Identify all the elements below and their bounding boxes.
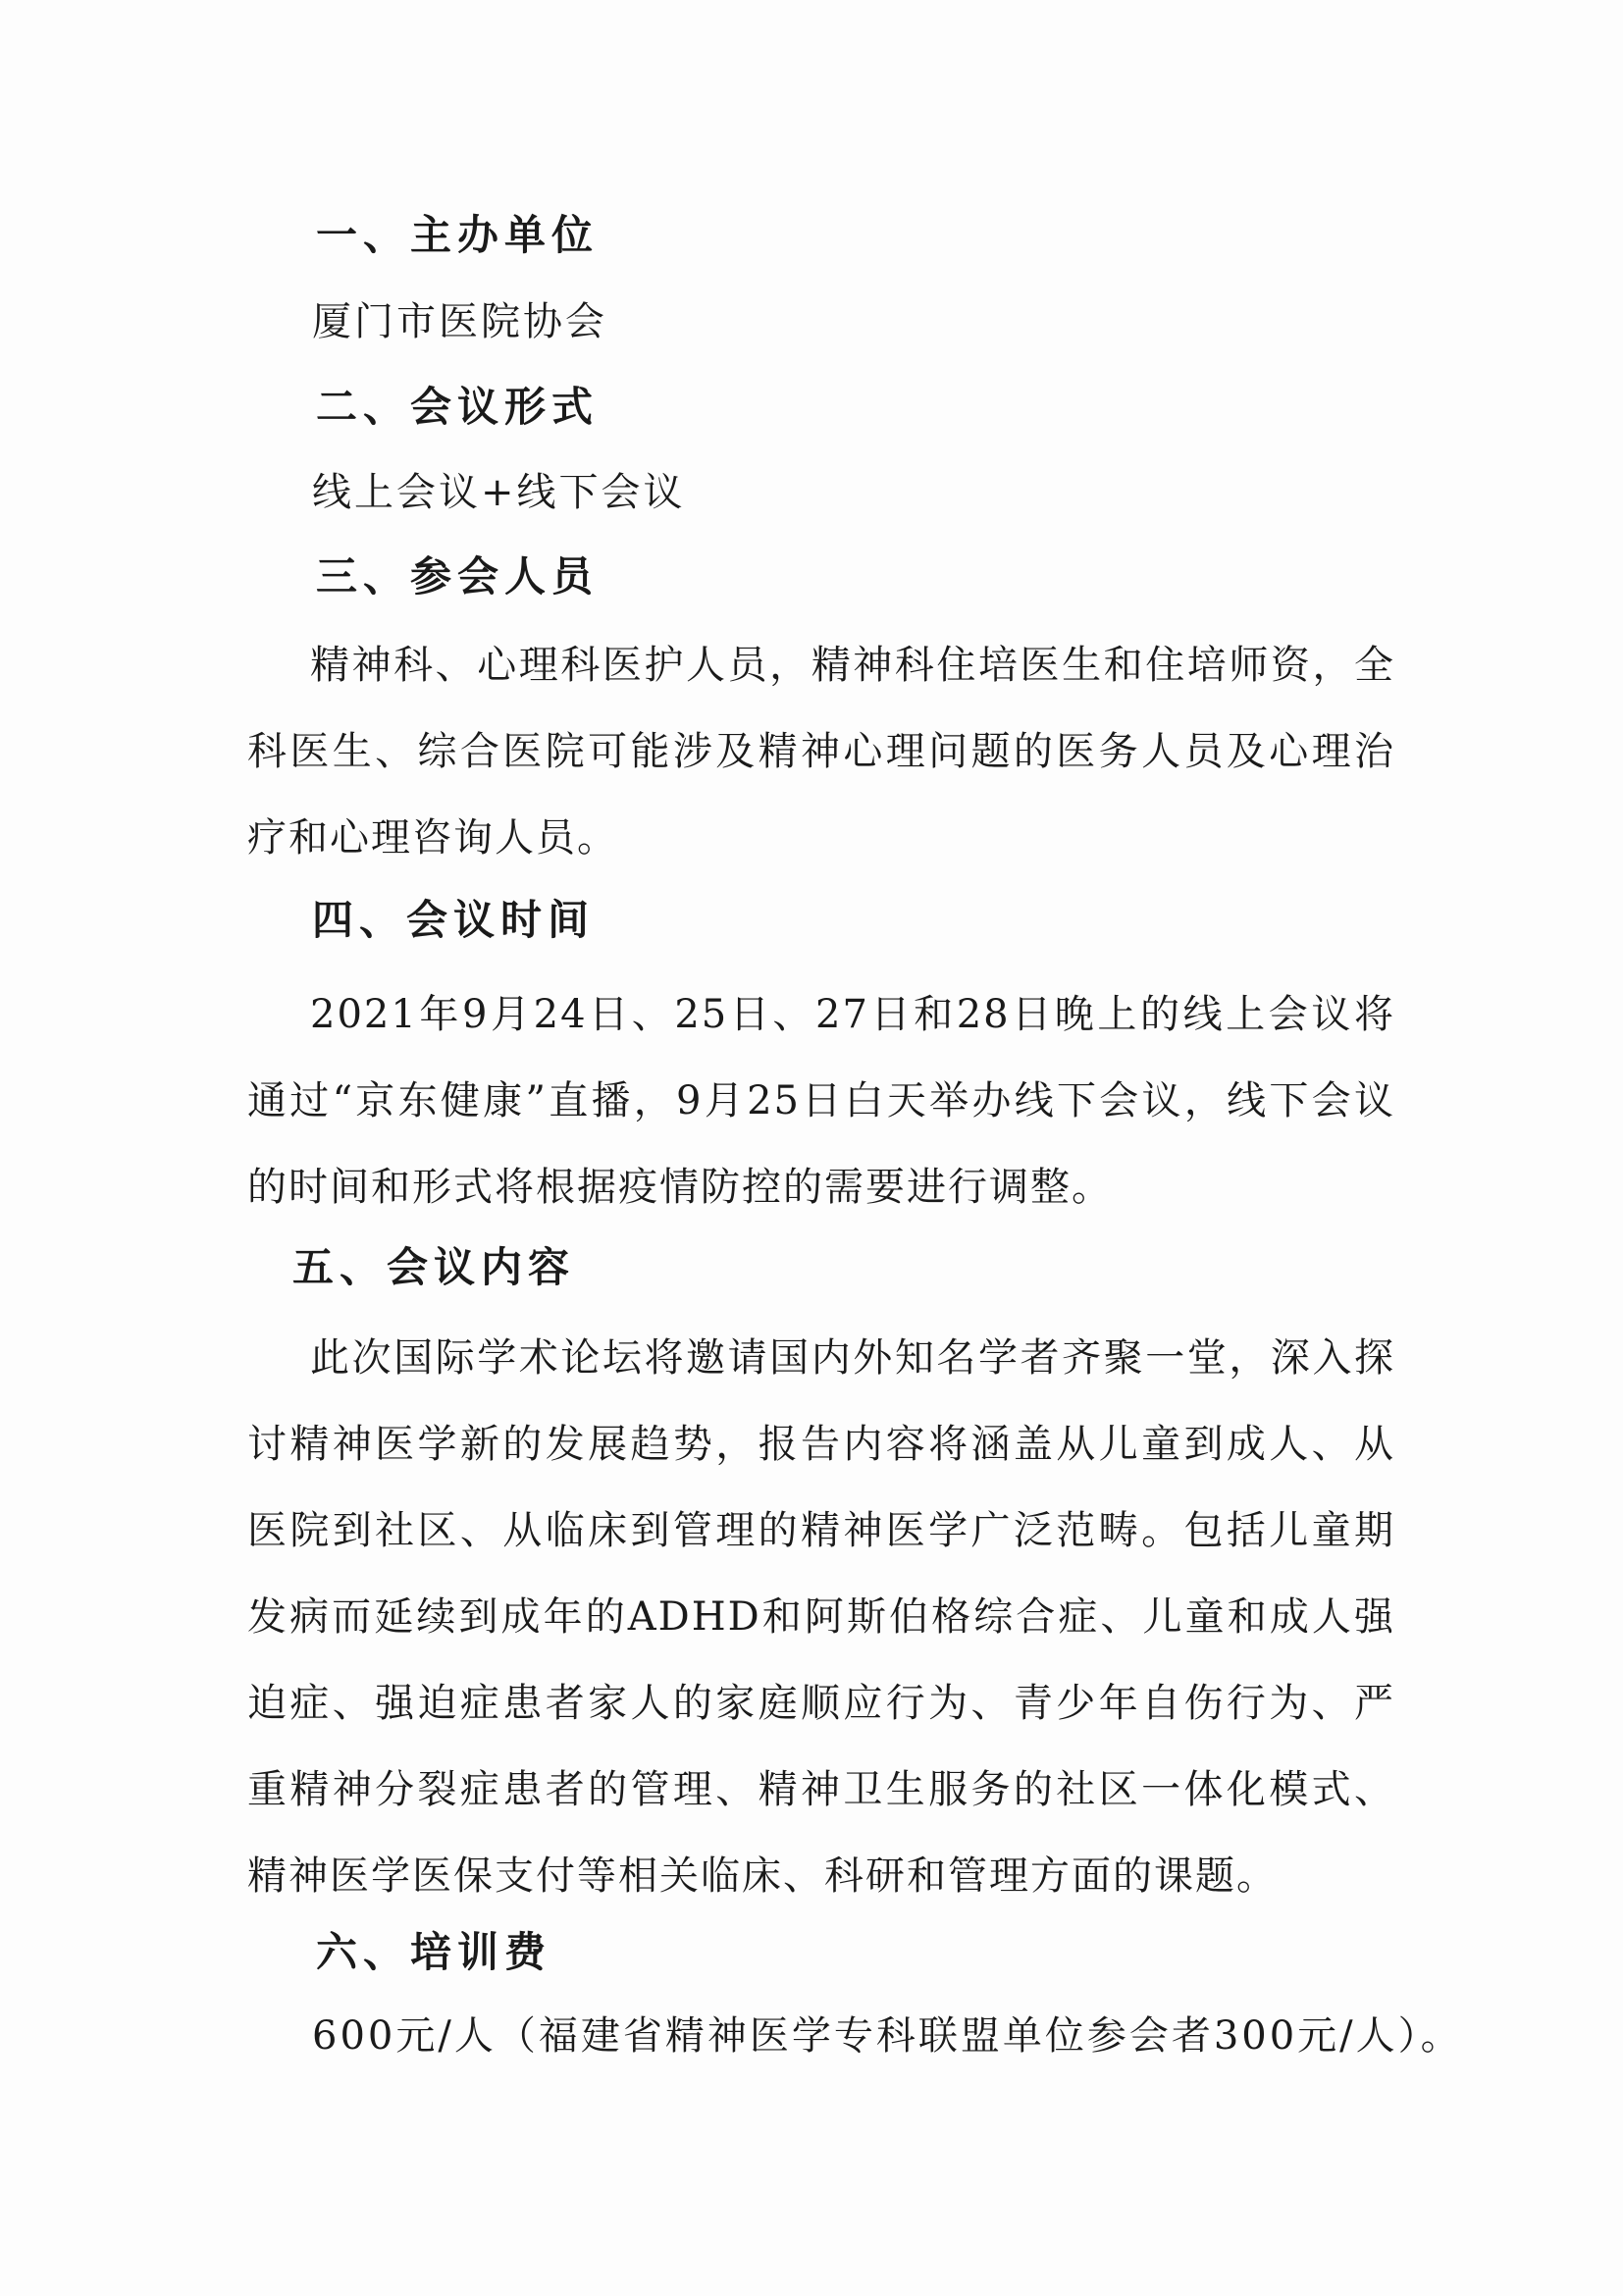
section-heading-format: 二、会议形式 — [316, 383, 600, 431]
section-heading-content: 五、会议内容 — [292, 1243, 576, 1291]
section-body-organizer: 厦门市医院协会 — [312, 299, 607, 344]
section-body-attendees: 精神科、心理科医护人员，精神科住培医生和住培师资，全科医生、综合医院可能涉及精神心理问题的医务人员及心理治疗和心理咨询人员。 — [247, 643, 1395, 861]
section-body-fee: 600元/人（福建省精神医学专科联盟单位参会者300元/人）。 — [312, 2013, 1463, 2059]
section-heading-attendees: 三、参会人员 — [316, 552, 600, 600]
section-heading-fee: 六、培训费 — [316, 1928, 552, 1976]
section-heading-organizer: 一、主办单位 — [316, 211, 600, 259]
section-body-content: 此次国际学术论坛将邀请国内外知名学者齐聚一堂，深入探讨精神医学新的发展趋势，报告内容将涵盖从儿童到成人、从医院到社区、从临床到管理的精神医学广泛范畴。包括儿童期发病而延续到成年的ADHD和阿斯伯格综合症、儿童和成人强迫症、强迫症患者家人的家庭顺应行为、青少年自伤行为、严重精神分裂症患者的管理、精神卫生服务的社区一体化模式、精神医学医保支付等相关临床、科研和管理方面的课题。 — [247, 1335, 1395, 1899]
section-heading-time: 四、会议时间 — [312, 896, 596, 944]
section-body-time: 2021年9月24日、25日、27日和28日晚上的线上会议将通过“京东健康”直播，9月25日白天举办线下会议，线下会议的时间和形式将根据疫情防控的需要进行调整。 — [247, 992, 1395, 1210]
section-body-format: 线上会议+线下会议 — [312, 470, 686, 515]
